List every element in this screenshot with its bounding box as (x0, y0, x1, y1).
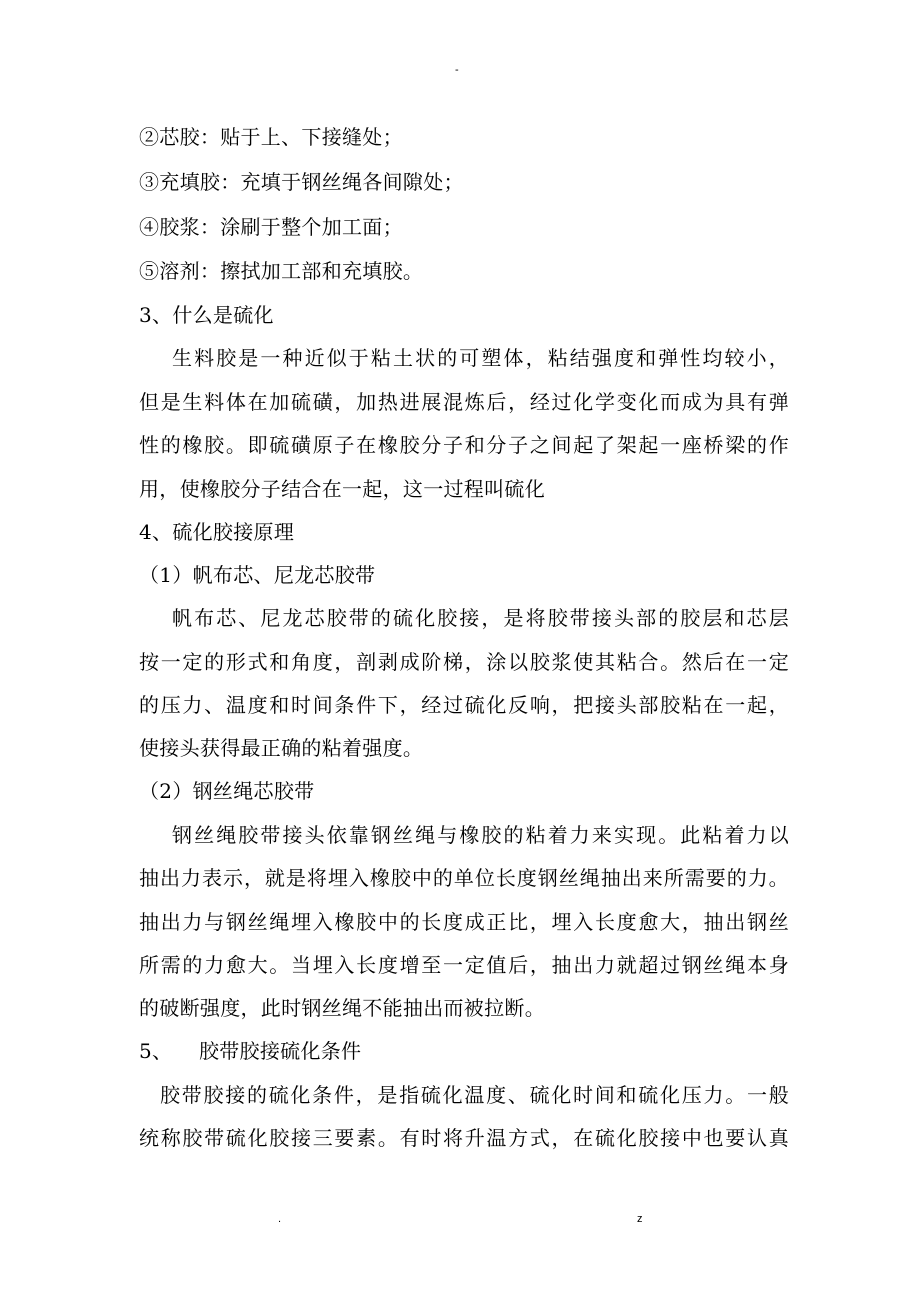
section-heading-vulcanization: 3、什么是硫化 (139, 303, 274, 327)
section-heading-conditions: 5、 胶带胶接硫化条件 (139, 1039, 362, 1063)
paragraph-line: 钢丝绳胶带接头依靠钢丝绳与橡胶的粘着力来实现。此粘着力以 (172, 823, 789, 847)
footer-left-mark: . (278, 1213, 282, 1225)
paragraph-line: 用，使橡胶分子结合在一起，这一过程叫硫化 (139, 477, 545, 501)
section-heading-principle: 4、硫化胶接原理 (139, 520, 295, 544)
paragraph-line: 帆布芯、尼龙芯胶带的硫化胶接，是将胶带接头部的胶层和芯层 (172, 606, 789, 630)
paragraph-line: 生料胶是一种近似于粘土状的可塑体，粘结强度和弹性均较小， (172, 346, 789, 370)
paragraph-line: 的破断强度，此时钢丝绳不能抽出而被拉断。 (139, 996, 545, 1020)
paragraph-line: 胶带胶接的硫化条件，是指硫化温度、硫化时间和硫化压力。一般 (160, 1083, 789, 1107)
subsection-heading-canvas-nylon: （1）帆布芯、尼龙芯胶带 (139, 563, 376, 587)
list-item-filler-rubber: ③充填胶：充填于钢丝绳各间隙处； (139, 170, 464, 194)
paragraph-line: 使接头获得最正确的粘着强度。 (139, 736, 424, 760)
subsection-heading-steel-cord: （2）钢丝绳芯胶带 (139, 779, 315, 803)
paragraph-line: 抽出力与钢丝绳埋入橡胶中的长度成正比，埋入长度愈大，抽出钢丝 (139, 910, 789, 934)
paragraph-line: 统称胶带硫化胶接三要素。有时将升温方式，在硫化胶接中也要认真 (139, 1126, 789, 1150)
paragraph-line: 抽出力表示，就是将埋入橡胶中的单位长度钢丝绳抽出来所需要的力。 (139, 866, 789, 890)
paragraph-line: 的压力、温度和时间条件下，经过硫化反响，把接头部胶粘在一起， (139, 693, 789, 717)
list-item-rubber-paste: ④胶浆：涂刷于整个加工面； (139, 215, 403, 239)
paragraph-line: 性的橡胶。即硫磺原子在橡胶分子和分子之间起了架起一座桥梁的作 (139, 433, 789, 457)
footer-right-mark: z (637, 1213, 643, 1225)
paragraph-line: 按一定的形式和角度，剖剥成阶梯，涂以胶浆使其粘合。然后在一定 (139, 650, 789, 674)
list-item-core-rubber: ②芯胶：贴于上、下接缝处； (139, 125, 403, 149)
paragraph-line: 但是生料体在加硫磺，加热进展混炼后，经过化学变化而成为具有弹 (139, 390, 789, 414)
paragraph-line: 所需的力愈大。当埋入长度增至一定值后，抽出力就超过钢丝绳本身 (139, 953, 789, 977)
page-header-mark: - (455, 64, 459, 76)
list-item-solvent: ⑤溶剂：擦拭加工部和充填胶。 (139, 259, 424, 283)
